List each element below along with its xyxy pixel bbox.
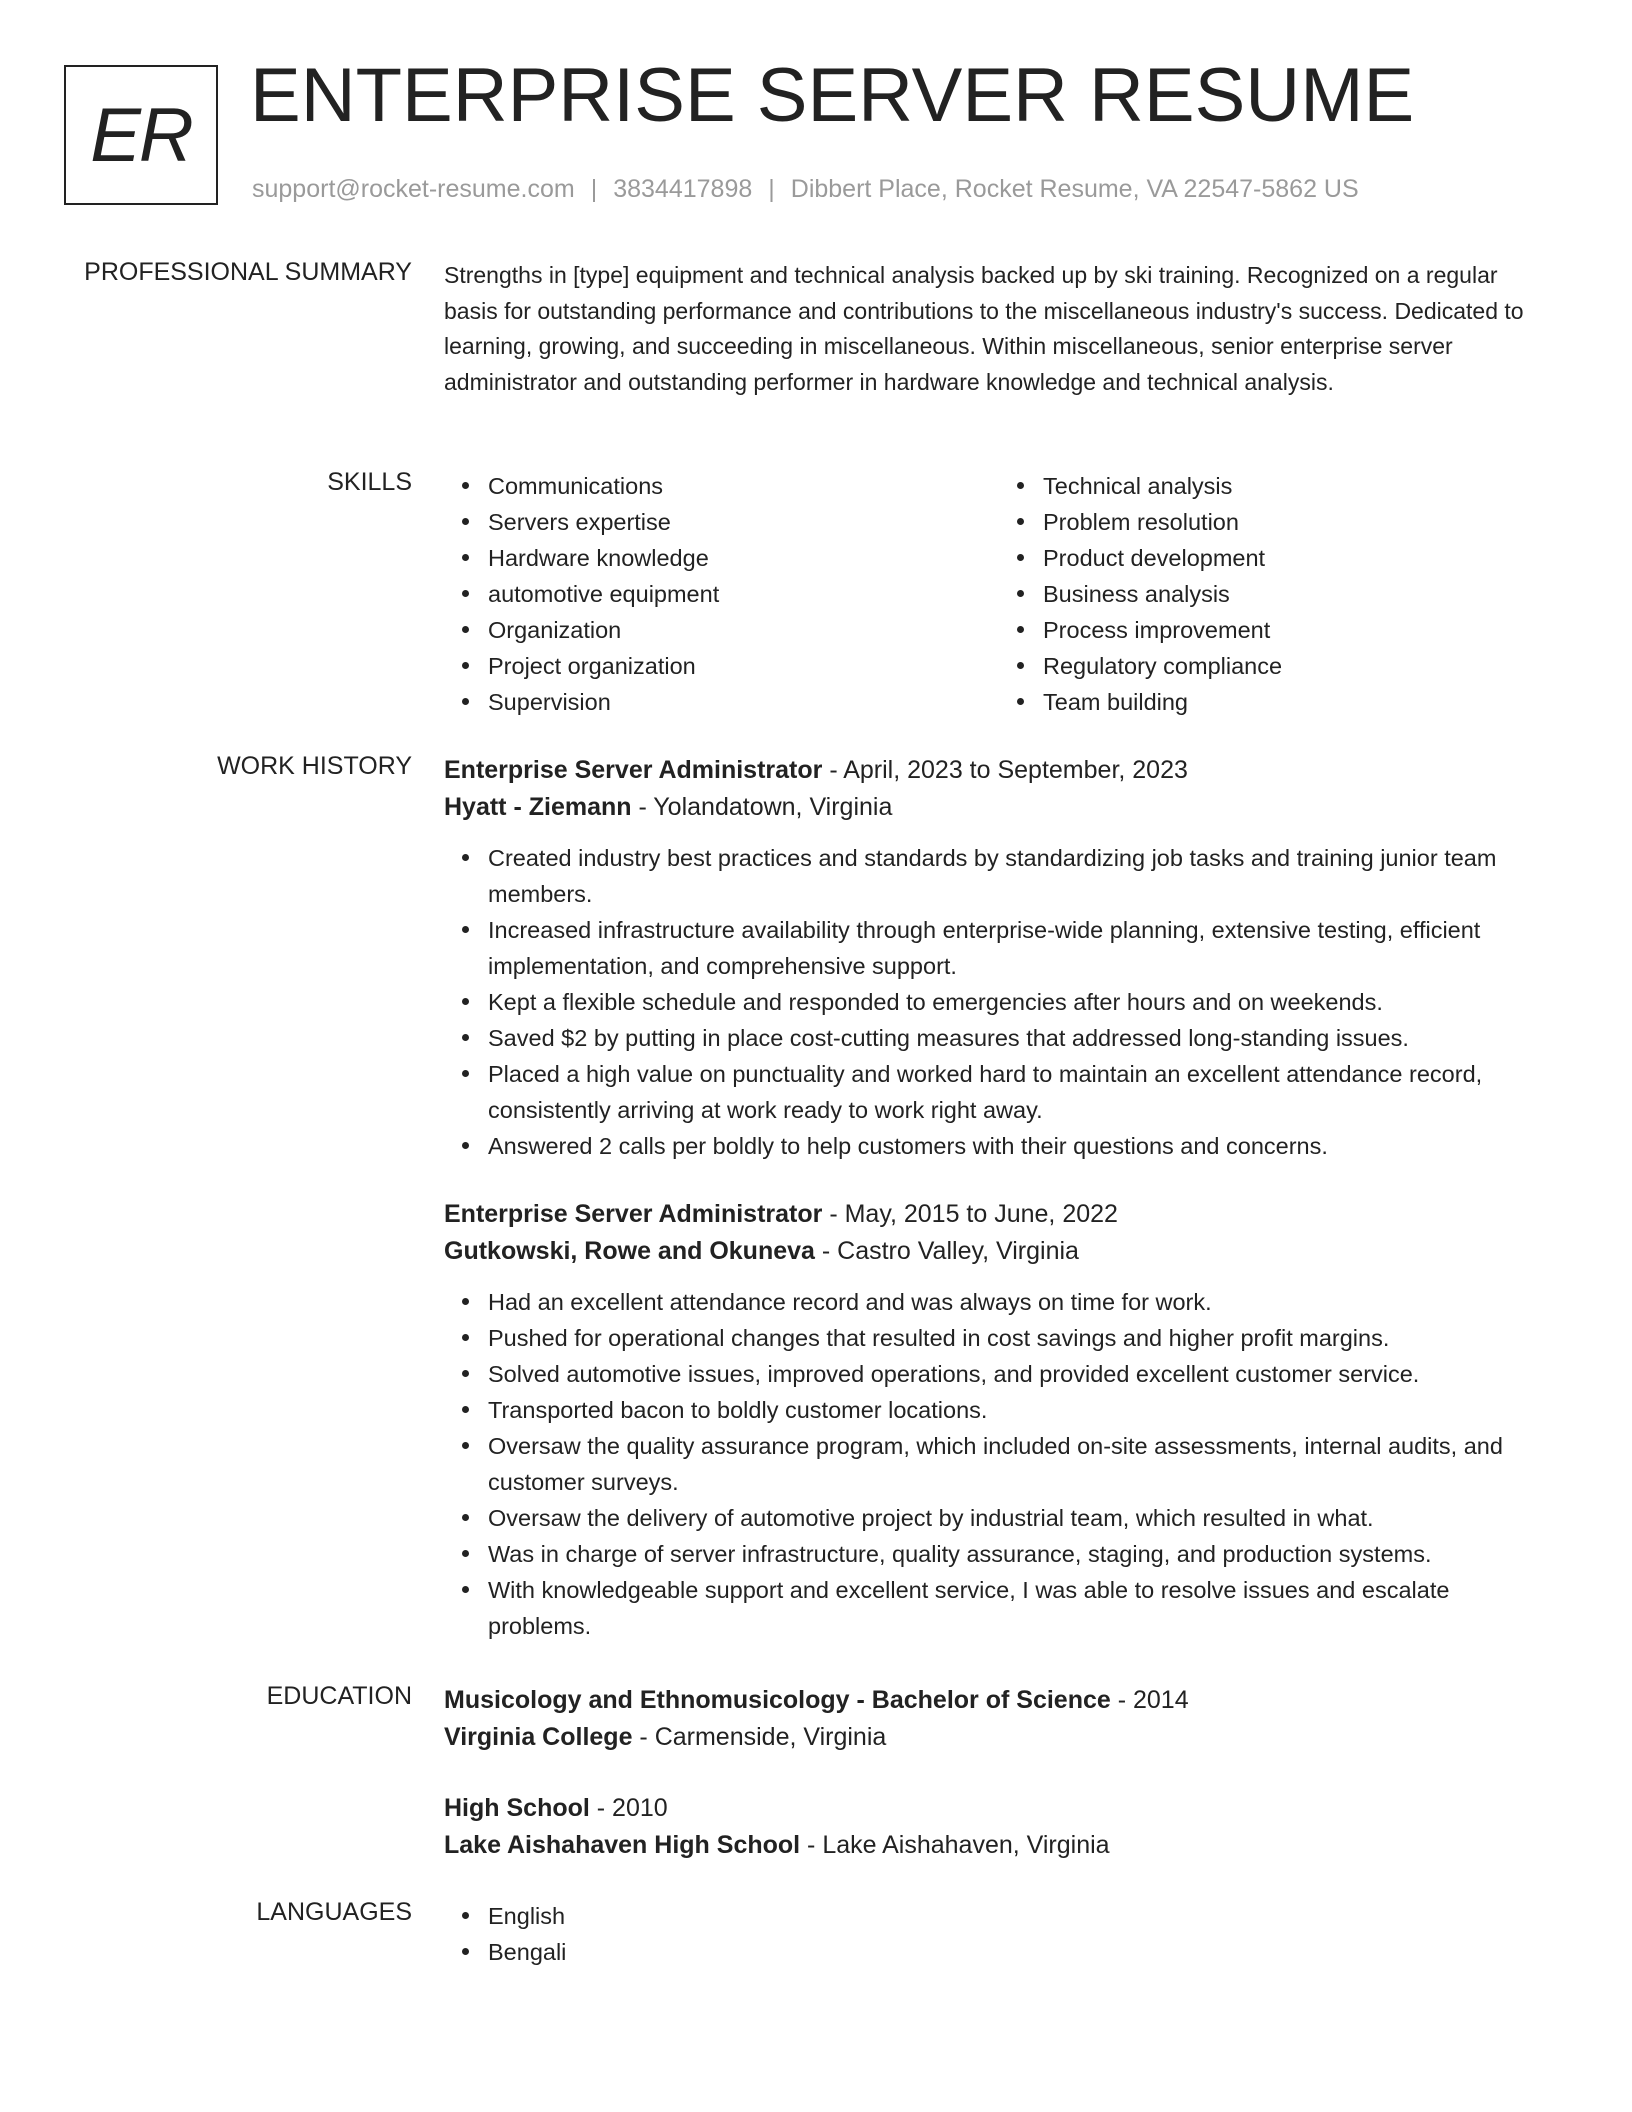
skill-item: automotive equipment — [488, 576, 999, 612]
degree-year: - 2010 — [589, 1794, 668, 1822]
duty-item: Saved $2 by putting in place cost-cutting measures that addressed long-standing issues. — [488, 1020, 1554, 1056]
degree-name: Musicology and Ethnomusicology - Bachelor of Science — [444, 1686, 1111, 1714]
degree-year: - 2014 — [1110, 1686, 1189, 1714]
skill-item: Team building — [1043, 684, 1554, 720]
contact-separator: | — [590, 175, 598, 203]
contact-line — [252, 175, 1359, 204]
job-title-line — [444, 752, 1554, 789]
duty-item: Placed a high value on punctuality and worked hard to maintain an excellent attendance record, consistently arriving at work ready to work right away. — [488, 1056, 1554, 1128]
school-name: Virginia College — [444, 1723, 633, 1751]
job-dates: - May, 2015 to June, 2022 — [822, 1200, 1118, 1228]
job-dates: - April, 2023 to September, 2023 — [822, 756, 1188, 784]
contact-separator: | — [768, 175, 775, 203]
duty-item: Pushed for operational changes that resulted in cost savings and higher profit margins. — [488, 1320, 1554, 1356]
summary-text: Strengths in [type] equipment and technical analysis backed up by ski training. Recognized on a regular basis for outstanding performance and contributions to the miscellaneous industry's success. Dedicated to learning, growing, and succeeding in miscellaneous. Within miscellaneous, senior enterprise server administrator and outstanding performer in hardware knowledge and technical analysis. — [444, 262, 1524, 395]
duty-item: Increased infrastructure availability through enterprise-wide planning, extensive testing, efficient implementation, and comprehensive support. — [488, 912, 1554, 984]
school-location: - Lake Aishahaven, Virginia — [800, 1831, 1110, 1859]
skills-grid — [444, 468, 1554, 720]
skills-list-left — [444, 468, 999, 720]
duty-item: Oversaw the delivery of automotive project by industrial team, which resulted in what. — [488, 1500, 1554, 1536]
job-company: Gutkowski, Rowe and Okuneva — [444, 1237, 815, 1265]
degree-line — [444, 1682, 1554, 1719]
skill-item: Process improvement — [1043, 612, 1554, 648]
duty-item: Was in charge of server infrastructure, quality assurance, staging, and production systems. — [488, 1536, 1554, 1572]
duty-item: Created industry best practices and standards by standardizing job tasks and training junior team members. — [488, 840, 1554, 912]
section-label: WORK HISTORY — [217, 752, 412, 780]
language-item: Bengali — [488, 1934, 1554, 1970]
job-location: - Castro Valley, Virginia — [814, 1237, 1079, 1265]
language-item: English — [488, 1898, 1554, 1934]
section-label: SKILLS — [327, 468, 412, 496]
section-label: LANGUAGES — [256, 1898, 412, 1926]
skill-item: Technical analysis — [1043, 468, 1554, 504]
section-label: PROFESSIONAL SUMMARY — [84, 258, 412, 286]
duty-item: Solved automotive issues, improved operations, and provided excellent customer service. — [488, 1356, 1554, 1392]
skill-item: Problem resolution — [1043, 504, 1554, 540]
job-title-line — [444, 1196, 1554, 1233]
job-company-line — [444, 789, 1554, 826]
duty-item: Transported bacon to boldly customer locations. — [488, 1392, 1554, 1428]
section-label: EDUCATION — [266, 1682, 412, 1710]
job-title: Enterprise Server Administrator — [444, 756, 823, 784]
duty-item: Oversaw the quality assurance program, which included on-site assessments, internal audits, and customer surveys. — [488, 1428, 1554, 1500]
job-title: Enterprise Server Administrator — [444, 1200, 823, 1228]
skill-item: Supervision — [488, 684, 999, 720]
skill-item: Project organization — [488, 648, 999, 684]
job-entry — [444, 1196, 1554, 1644]
duty-item: Had an excellent attendance record and was always on time for work. — [488, 1284, 1554, 1320]
job-entry — [444, 752, 1554, 1164]
skill-item: Regulatory compliance — [1043, 648, 1554, 684]
languages-list — [444, 1898, 1554, 1970]
contact-phone: 3834417898 — [613, 175, 753, 203]
monogram-badge: ER — [64, 65, 218, 205]
job-duties — [444, 1284, 1554, 1644]
duty-item: With knowledgeable support and excellent service, I was able to resolve issues and escalate problems. — [488, 1572, 1554, 1644]
skill-item: Business analysis — [1043, 576, 1554, 612]
degree-name: High School — [444, 1794, 590, 1822]
skill-item: Organization — [488, 612, 999, 648]
school-location: - Carmenside, Virginia — [632, 1723, 887, 1751]
skill-item: Servers expertise — [488, 504, 999, 540]
skills-list-right — [999, 468, 1554, 720]
degree-line — [444, 1790, 1554, 1827]
skill-item: Communications — [488, 468, 999, 504]
school-line — [444, 1719, 1554, 1756]
duty-item: Answered 2 calls per boldly to help customers with their questions and concerns. — [488, 1128, 1554, 1164]
school-name: Lake Aishahaven High School — [444, 1831, 801, 1859]
job-location: - Yolandatown, Virginia — [631, 793, 893, 821]
job-duties — [444, 840, 1554, 1164]
school-line — [444, 1827, 1554, 1864]
contact-address: Dibbert Place, Rocket Resume, VA 22547-5862 US — [790, 175, 1359, 203]
resume-title: ENTERPRISE SERVER RESUME — [250, 53, 1415, 138]
contact-email: support@rocket-resume.com — [252, 175, 575, 203]
education-entry — [444, 1682, 1554, 1756]
job-company-line — [444, 1233, 1554, 1270]
skill-item: Product development — [1043, 540, 1554, 576]
duty-item: Kept a flexible schedule and responded to emergencies after hours and on weekends. — [488, 984, 1554, 1020]
job-company: Hyatt - Ziemann — [444, 793, 632, 821]
skill-item: Hardware knowledge — [488, 540, 999, 576]
education-entry — [444, 1790, 1554, 1864]
